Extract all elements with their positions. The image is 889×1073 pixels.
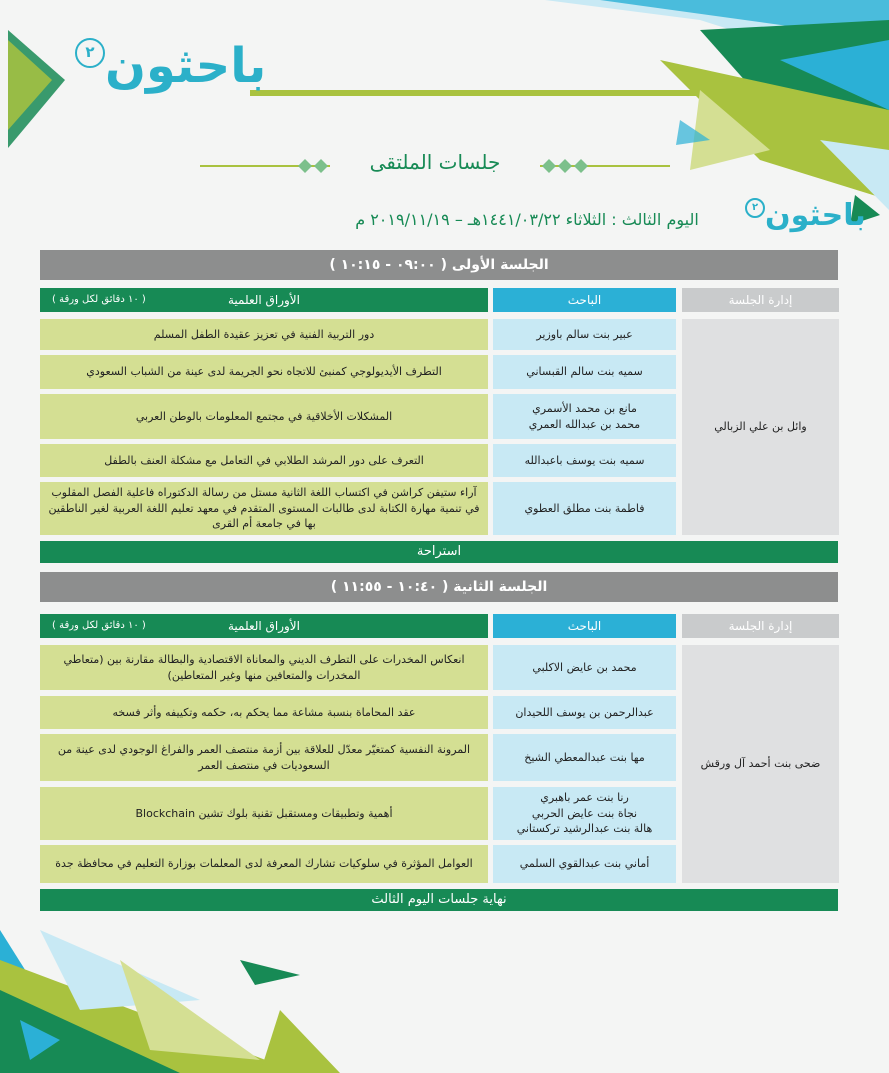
header-researcher: الباحث (493, 614, 676, 638)
small-logo (745, 198, 866, 233)
end-of-day-bar: نهاية جلسات اليوم الثالث (40, 889, 838, 911)
header-session-management: إدارة الجلسة (682, 614, 839, 638)
table-row-paper: أهمية وتطبيقات ومستقبل تقنية بلوك تشين Blockchain (40, 787, 488, 840)
table-row-researcher: أماني بنت عبدالقوي السلمي (493, 845, 676, 883)
table-row-paper: انعكاس المخدرات على التطرف الديني والمعاناة الاقتصادية والبطالة مقارنة بين (متعاطي المخدرات والمتعافين منها وغير المتعاطين) (40, 645, 488, 690)
table-row-paper: آراء ستيفن كراشن في اكتساب اللغة الثانية مستل من رسالة الدكتوراه فاعلية الفصل المقلوب في تنمية مهارة الكتابة لدى طالبات المستوى المتقدم في معهد تعليم اللغة العربية لغير الناطقين بها في جامعة أم القرى (40, 482, 488, 535)
logo-edition-number: ٢ (75, 38, 105, 68)
small-logo-text: باحثون (765, 198, 866, 233)
header-papers-note: ( ١٠ دقائق لكل ورقة ) (52, 620, 146, 631)
header-papers-note: ( ١٠ دقائق لكل ورقة ) (52, 294, 146, 305)
header-papers-label: الأوراق العلمية (228, 293, 300, 307)
table-row-researcher: فاطمة بنت مطلق العطوي (493, 482, 676, 535)
logo-text: باحثون (105, 38, 267, 94)
table-row-paper: المرونة النفسية كمتغيّر معدّل للعلاقة بين أزمة منتصف العمر والفراغ الوجودي لدى عينة من السعوديات في منتصف العمر (40, 734, 488, 781)
table-row-paper: دور التربية الفنية في تعزيز عقيدة الطفل المسلم (40, 319, 488, 350)
table-row-paper: عقد المحاماة بنسبة مشاعة مما يحكم به، حكمه وتكييفه وأثر فسخه (40, 696, 488, 729)
session-2-manager: ضحى بنت أحمد آل ورقش (682, 645, 839, 883)
table-row-paper: التطرف الأيديولوجي كمنبئ للاتجاه نحو الجريمة لدى عينة من الشباب السعودي (40, 355, 488, 389)
table-row-paper: العوامل المؤثرة في سلوكيات تشارك المعرفة لدى المعلمات بوزارة التعليم في محافظة جدة (40, 845, 488, 883)
table-row-researcher: عبير بنت سالم باوزير (493, 319, 676, 350)
header-session-management: إدارة الجلسة (682, 288, 839, 312)
session-2-title: الجلسة الثانية ( ١٠:٤٠ - ١١:٥٥ ) (40, 572, 838, 602)
day-date-line: اليوم الثالث : الثلاثاء ١٤٤١/٠٣/٢٢هـ – ٢٠١٩/١١/١٩ م (355, 210, 699, 229)
session-1-manager: وائل بن علي الزبالي (682, 319, 839, 535)
page-title: جلسات الملتقى (369, 150, 501, 174)
small-logo-edition-number: ٢ (745, 198, 765, 218)
session-1-title: الجلسة الأولى ( ٠٩:٠٠ - ١٠:١٥ ) (40, 250, 838, 280)
table-row-researcher: محمد بن عايض الاكلبي (493, 645, 676, 690)
table-row-researcher: سميه بنت سالم القبساني (493, 355, 676, 389)
table-row-researcher: مانع بن محمد الأسمري محمد بن عبدالله العمري (493, 394, 676, 439)
main-logo (75, 38, 266, 94)
header-papers (40, 288, 488, 312)
table-row-paper: التعرف على دور المرشد الطلابي في التعامل مع مشكلة العنف بالطفل (40, 444, 488, 477)
header-researcher: الباحث (493, 288, 676, 312)
table-row-researcher: رنا بنت عمر باهبري نجاة بنت عايض الحربي هالة بنت عبدالرشيد تركستاني (493, 787, 676, 840)
table-row-paper: المشكلات الأخلاقية في مجتمع المعلومات بالوطن العربي (40, 394, 488, 439)
header-papers (40, 614, 488, 638)
table-row-researcher: مها بنت عبدالمعطي الشيخ (493, 734, 676, 781)
table-row-researcher: سميه بنت يوسف باعبدالله (493, 444, 676, 477)
break-bar: استراحة (40, 541, 838, 563)
table-row-researcher: عبدالرحمن بن يوسف اللحيدان (493, 696, 676, 729)
header-papers-label: الأوراق العلمية (228, 619, 300, 633)
